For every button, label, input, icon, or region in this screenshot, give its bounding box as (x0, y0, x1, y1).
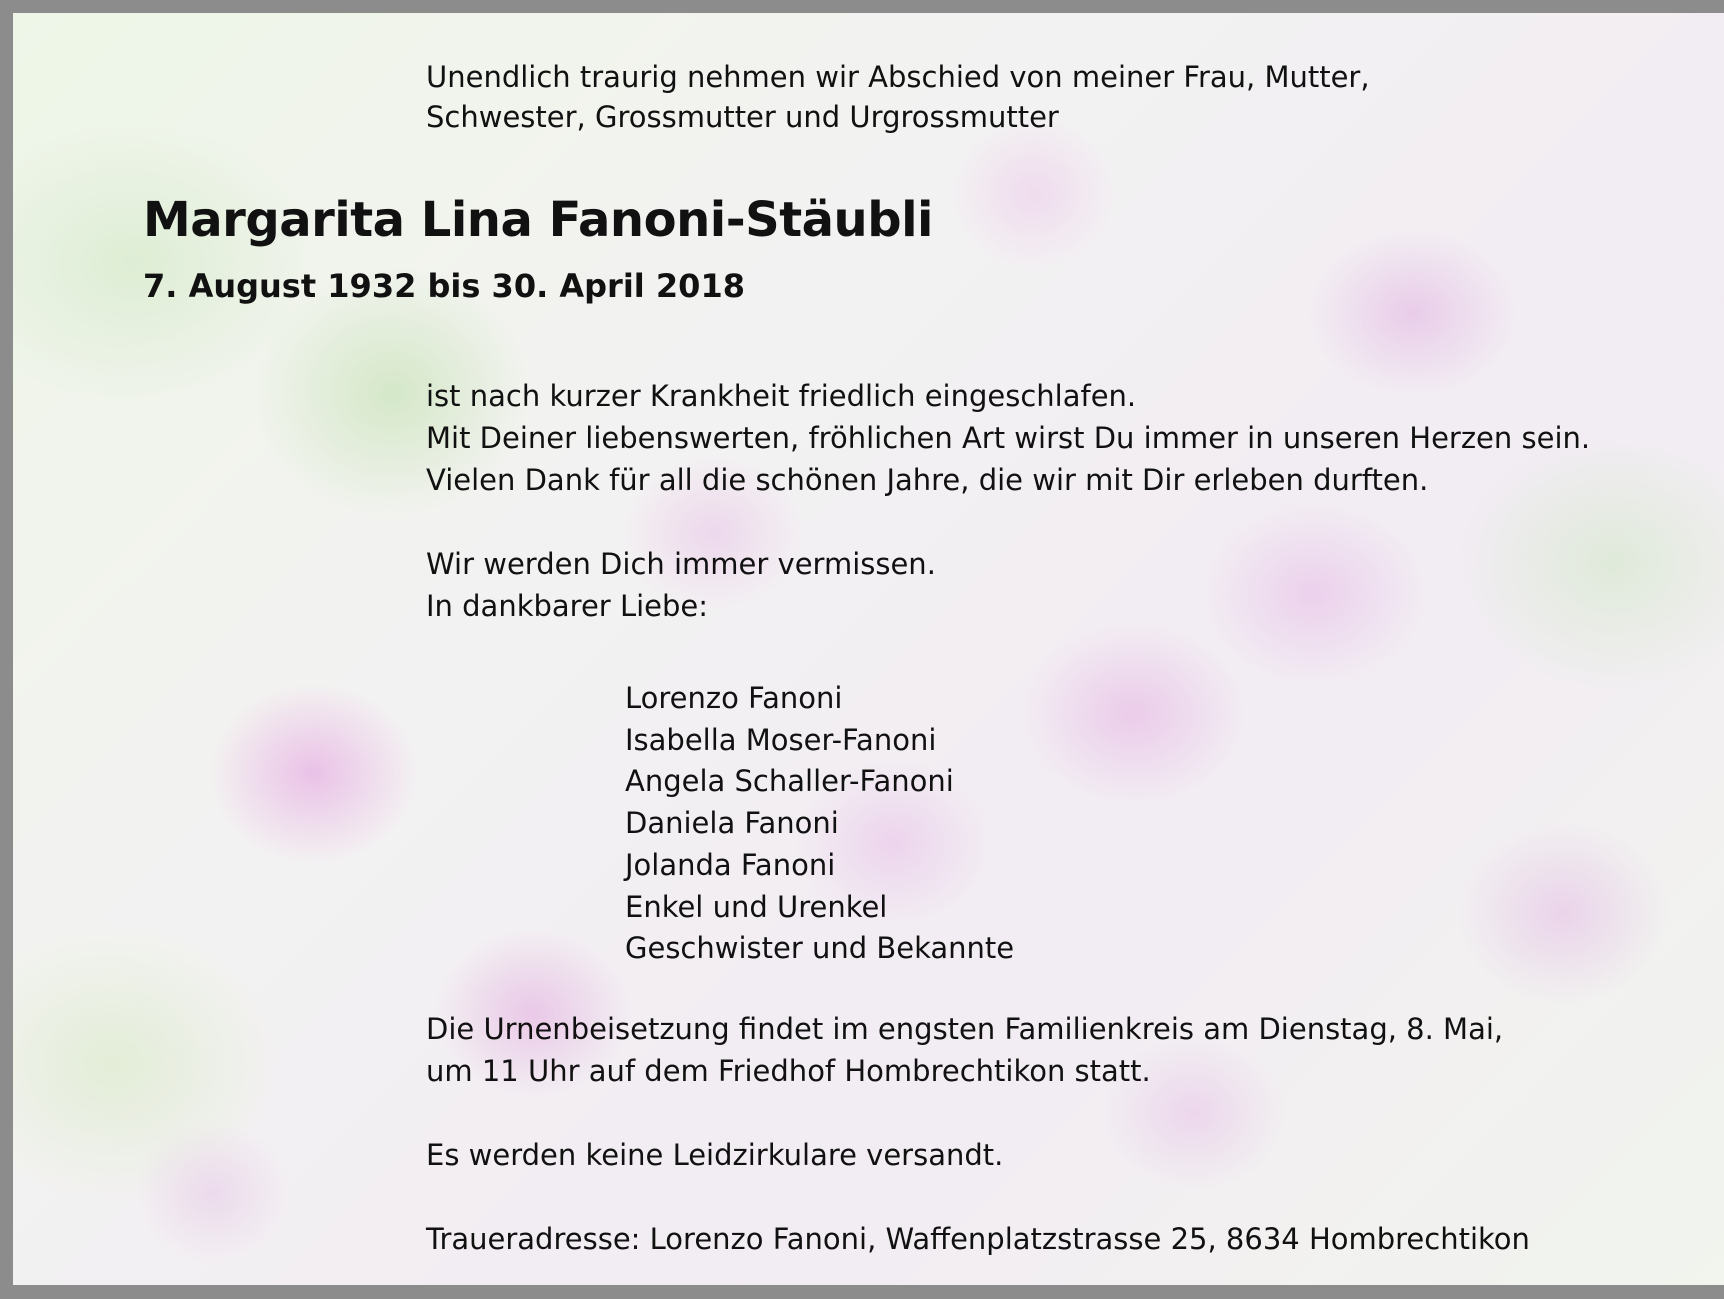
mourner-item: Enkel und Urenkel (625, 889, 888, 924)
message-block (426, 375, 1590, 627)
farewell-line: In dankbarer Liebe: (426, 589, 709, 623)
ceremony-block (426, 1008, 1530, 1260)
mourners-list (625, 678, 1014, 970)
mourner-item: Geschwister und Bekannte (625, 931, 1015, 966)
mourner-item: Angela Schaller-Fanoni (625, 764, 954, 799)
ceremony-line: Die Urnenbeisetzung findet im engsten Familienkreis am Dienstag, 8. Mai, (426, 1012, 1504, 1046)
mourner-item: Isabella Moser-Fanoni (625, 722, 937, 757)
mourner-item: Jolanda Fanoni (625, 847, 836, 882)
message-line: Vielen Dank für all die schönen Jahre, die wir mit Dir erleben durften. (426, 463, 1429, 497)
no-circulars-note: Es werden keine Leidzirkulare versandt. (426, 1138, 1004, 1172)
message-line: ist nach kurzer Krankheit friedlich eingeschlafen. (426, 379, 1137, 413)
farewell-line: Wir werden Dich immer vermissen. (426, 547, 936, 581)
obituary-card (13, 13, 1724, 1285)
spacer (426, 1092, 1530, 1134)
intro-line: Schwester, Grossmutter und Urgrossmutter (426, 100, 1059, 134)
life-dates: 7. August 1932 bis 30. April 2018 (143, 267, 745, 305)
message-line: Mit Deiner liebenswerten, fröhlichen Art wirst Du immer in unseren Herzen sein. (426, 421, 1591, 455)
intro-text (426, 57, 1370, 137)
intro-line: Unendlich traurig nehmen wir Abschied von meiner Frau, Mutter, (426, 60, 1370, 94)
mourner-item: Daniela Fanoni (625, 806, 839, 841)
ceremony-line: um 11 Uhr auf dem Friedhof Hombrechtikon statt. (426, 1054, 1151, 1088)
spacer (426, 501, 1590, 543)
mourner-item: Lorenzo Fanoni (625, 681, 843, 715)
deceased-name: Margarita Lina Fanoni-Stäubli (143, 192, 933, 248)
spacer (426, 1176, 1530, 1218)
mourning-address: Traueradresse: Lorenzo Fanoni, Waffenplatzstrasse 25, 8634 Hombrechtikon (426, 1222, 1530, 1256)
